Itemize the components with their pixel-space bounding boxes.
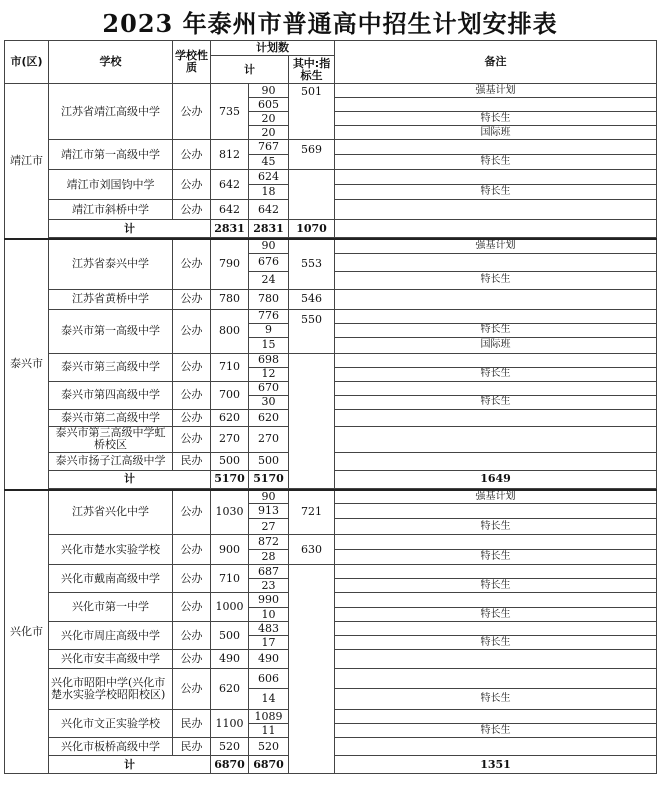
header-plan: 计划数 <box>211 41 335 56</box>
plan-sub: 12 <box>249 367 289 381</box>
note: 特长生 <box>335 519 657 535</box>
note: 特长生 <box>335 367 657 381</box>
plan-sub: 15 <box>249 337 289 353</box>
note: 强基计划 <box>335 239 657 253</box>
plan-total: 780 <box>211 289 249 309</box>
school-name: 泰兴市扬子江高级中学 <box>49 452 173 470</box>
plan-total: 700 <box>211 381 249 409</box>
plan-sub: 606 <box>249 669 289 689</box>
plan-total: 270 <box>211 426 249 452</box>
quota-value: 546 <box>289 289 335 309</box>
school-nature: 民办 <box>173 738 211 756</box>
plan-sub: 670 <box>249 381 289 395</box>
plan-total: 812 <box>211 140 249 170</box>
school-name: 泰兴市第三高级中学虹桥校区 <box>49 426 173 452</box>
header-total: 计 <box>211 56 289 84</box>
plan-sub: 30 <box>249 395 289 409</box>
header-city: 市(区) <box>5 41 49 84</box>
plan-sub: 18 <box>249 185 289 200</box>
plan-sub: 780 <box>249 289 289 309</box>
subtotal-total: 2831 <box>211 220 249 238</box>
note <box>335 669 657 689</box>
school-name: 江苏省黄桥中学 <box>49 289 173 309</box>
note <box>335 409 657 426</box>
city-cell: 泰兴市 <box>5 239 49 490</box>
plan-sub: 776 <box>249 309 289 323</box>
school-name: 兴化市第一中学 <box>49 593 173 622</box>
page-title: 2023 年泰州市普通高中招生计划安排表 <box>102 9 558 38</box>
note: 特长生 <box>335 608 657 622</box>
note <box>335 353 657 367</box>
plan-total: 800 <box>211 309 249 353</box>
plan-total: 620 <box>211 409 249 426</box>
school-name: 靖江市斜桥中学 <box>49 200 173 220</box>
quota-value: 553 <box>289 239 335 289</box>
note <box>335 170 657 185</box>
plan-sub: 14 <box>249 689 289 710</box>
plan-sub: 620 <box>249 409 289 426</box>
school-name: 江苏省泰兴中学 <box>49 239 173 289</box>
school-nature: 公办 <box>173 239 211 289</box>
note: 特长生 <box>335 395 657 409</box>
plan-total: 620 <box>211 669 249 710</box>
note: 特长生 <box>335 271 657 289</box>
school-name: 泰兴市第二高级中学 <box>49 409 173 426</box>
note: 特长生 <box>335 185 657 200</box>
school-nature: 公办 <box>173 650 211 669</box>
plan-sub: 520 <box>249 738 289 756</box>
plan-total: 1100 <box>211 710 249 738</box>
school-name: 兴化市戴南高级中学 <box>49 565 173 593</box>
school-nature: 公办 <box>173 669 211 710</box>
school-name: 兴化市文正实验学校 <box>49 710 173 738</box>
quota-value <box>289 565 335 774</box>
note: 特长生 <box>335 155 657 170</box>
school-nature: 公办 <box>173 622 211 650</box>
note <box>335 738 657 756</box>
subtotal-quota: 1070 <box>289 220 335 238</box>
note: 特长生 <box>335 323 657 337</box>
school-nature: 公办 <box>173 140 211 170</box>
plan-sub: 17 <box>249 636 289 650</box>
plan-sub: 45 <box>249 155 289 170</box>
header-nature: 学校性质 <box>173 41 211 84</box>
note <box>335 253 657 271</box>
subtotal-quota: 1649 <box>335 470 657 488</box>
plan-sub: 9 <box>249 323 289 337</box>
plan-sub: 90 <box>249 490 289 504</box>
plan-sub: 872 <box>249 535 289 550</box>
school-nature: 公办 <box>173 426 211 452</box>
school-name: 靖江市第一高级中学 <box>49 140 173 170</box>
school-nature: 公办 <box>173 593 211 622</box>
school-name: 兴化市板桥高级中学 <box>49 738 173 756</box>
note <box>335 452 657 470</box>
subtotal-sub: 2831 <box>249 220 289 238</box>
note: 特长生 <box>335 636 657 650</box>
note <box>335 309 657 323</box>
plan-total: 520 <box>211 738 249 756</box>
plan-sub: 698 <box>249 353 289 367</box>
note <box>335 593 657 608</box>
school-nature: 公办 <box>173 565 211 593</box>
quota-value: 501 <box>289 84 335 140</box>
note <box>335 381 657 395</box>
note <box>335 622 657 636</box>
subtotal-label: 计 <box>49 470 211 488</box>
plan-total: 790 <box>211 239 249 289</box>
note: 国际班 <box>335 126 657 140</box>
note <box>335 710 657 724</box>
school-nature: 民办 <box>173 452 211 470</box>
plan-sub: 20 <box>249 126 289 140</box>
plan-sub: 27 <box>249 519 289 535</box>
plan-sub: 687 <box>249 565 289 579</box>
subtotal-label: 计 <box>49 756 211 774</box>
school-name: 泰兴市第四高级中学 <box>49 381 173 409</box>
school-nature: 公办 <box>173 535 211 565</box>
plan-sub: 1089 <box>249 710 289 724</box>
school-name: 江苏省兴化中学 <box>49 490 173 535</box>
quota-value: 630 <box>289 535 335 565</box>
plan-sub: 767 <box>249 140 289 155</box>
note <box>335 565 657 579</box>
note <box>335 504 657 519</box>
quota-value: 550 <box>289 309 335 353</box>
plan-total: 710 <box>211 353 249 381</box>
note: 特长生 <box>335 550 657 565</box>
quota-value <box>289 353 335 488</box>
quota-value: 721 <box>289 490 335 535</box>
school-nature: 公办 <box>173 381 211 409</box>
enrollment-plan-table <box>4 40 657 774</box>
school-name: 靖江市刘国钧中学 <box>49 170 173 200</box>
quota-value: 569 <box>289 140 335 170</box>
city-cell: 靖江市 <box>5 84 49 240</box>
plan-total: 490 <box>211 650 249 669</box>
plan-sub: 483 <box>249 622 289 636</box>
plan-total: 735 <box>211 84 249 140</box>
plan-sub: 642 <box>249 200 289 220</box>
note: 强基计划 <box>335 490 657 504</box>
plan-total: 642 <box>211 170 249 200</box>
plan-sub: 90 <box>249 239 289 253</box>
school-nature: 公办 <box>173 353 211 381</box>
subtotal-sub: 5170 <box>249 470 289 488</box>
plan-sub: 28 <box>249 550 289 565</box>
school-name: 泰兴市第三高级中学 <box>49 353 173 381</box>
plan-sub: 990 <box>249 593 289 608</box>
school-name: 兴化市昭阳中学(兴化市楚水实验学校昭阳校区) <box>49 669 173 710</box>
plan-total: 500 <box>211 622 249 650</box>
school-nature: 公办 <box>173 309 211 353</box>
plan-sub: 23 <box>249 579 289 593</box>
school-name: 江苏省靖江高级中学 <box>49 84 173 140</box>
quota-value <box>289 170 335 220</box>
note <box>335 98 657 112</box>
subtotal-total: 6870 <box>211 756 249 774</box>
school-name: 兴化市周庄高级中学 <box>49 622 173 650</box>
header-school: 学校 <box>49 41 173 84</box>
note <box>335 140 657 155</box>
plan-total: 900 <box>211 535 249 565</box>
note <box>335 650 657 669</box>
plan-total: 1000 <box>211 593 249 622</box>
note: 特长生 <box>335 689 657 710</box>
plan-sub: 11 <box>249 724 289 738</box>
note <box>335 289 657 309</box>
school-name: 兴化市楚水实验学校 <box>49 535 173 565</box>
plan-sub: 500 <box>249 452 289 470</box>
plan-sub: 270 <box>249 426 289 452</box>
header-quota: 其中:指标生 <box>289 56 335 84</box>
note <box>335 220 657 238</box>
school-nature: 民办 <box>173 710 211 738</box>
plan-sub: 10 <box>249 608 289 622</box>
plan-sub: 24 <box>249 271 289 289</box>
plan-total: 710 <box>211 565 249 593</box>
subtotal-label: 计 <box>49 220 211 238</box>
plan-sub: 90 <box>249 84 289 98</box>
school-nature: 公办 <box>173 170 211 200</box>
school-nature: 公办 <box>173 289 211 309</box>
plan-total: 642 <box>211 200 249 220</box>
note: 国际班 <box>335 337 657 353</box>
school-nature: 公办 <box>173 200 211 220</box>
plan-total: 1030 <box>211 490 249 535</box>
school-name: 泰兴市第一高级中学 <box>49 309 173 353</box>
subtotal-quota: 1351 <box>335 756 657 774</box>
city-cell: 兴化市 <box>5 490 49 774</box>
plan-sub: 605 <box>249 98 289 112</box>
subtotal-sub: 6870 <box>249 756 289 774</box>
note: 特长生 <box>335 724 657 738</box>
note: 特长生 <box>335 112 657 126</box>
plan-sub: 913 <box>249 504 289 519</box>
plan-total: 500 <box>211 452 249 470</box>
school-name: 兴化市安丰高级中学 <box>49 650 173 669</box>
header-note: 备注 <box>335 41 657 84</box>
school-nature: 公办 <box>173 409 211 426</box>
plan-sub: 20 <box>249 112 289 126</box>
school-nature: 公办 <box>173 84 211 140</box>
plan-sub: 676 <box>249 253 289 271</box>
note <box>335 426 657 452</box>
subtotal-total: 5170 <box>211 470 249 488</box>
note <box>335 200 657 220</box>
note <box>335 535 657 550</box>
note: 特长生 <box>335 579 657 593</box>
plan-sub: 490 <box>249 650 289 669</box>
plan-sub: 624 <box>249 170 289 185</box>
school-nature: 公办 <box>173 490 211 535</box>
note: 强基计划 <box>335 84 657 98</box>
